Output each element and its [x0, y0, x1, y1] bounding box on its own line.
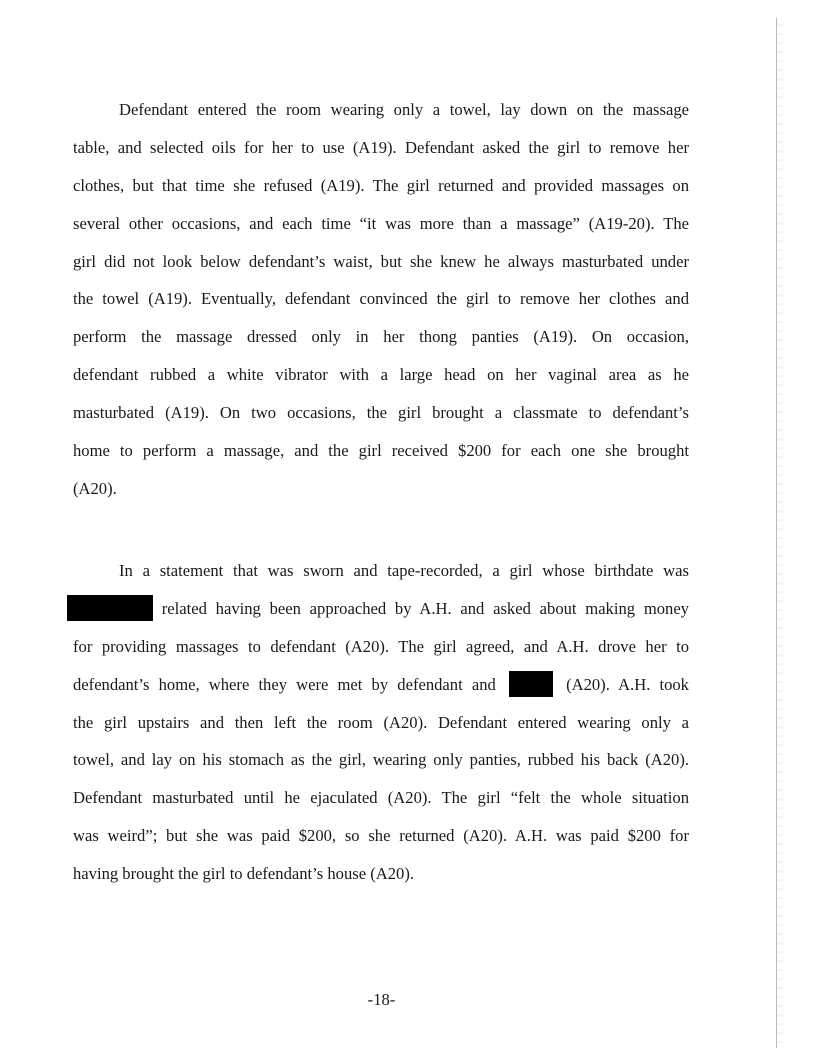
paragraph-line: was weird”; but she was paid $200, so she returned (A20). A.H. was paid $200 for — [73, 826, 689, 846]
page-number: -18- — [367, 990, 396, 1009]
redaction-block — [509, 671, 553, 697]
paragraph-line-redacted-birthdate — [73, 590, 689, 628]
paragraph-line: table, and selected oils for her to use (A19). Defendant asked the girl to remove her — [73, 137, 689, 157]
page-edge-shadow — [776, 18, 783, 1048]
paragraph-line: the girl upstairs and then left the room (A20). Defendant entered wearing only a — [73, 712, 689, 732]
paragraph-2 — [73, 552, 689, 893]
paragraph-line: (A20). — [73, 478, 117, 498]
paragraph-line-fragment: (A20). A.H. took — [566, 674, 689, 694]
paragraph-line: for providing massages to defendant (A20). The girl agreed, and A.H. drove her to — [73, 636, 689, 656]
paragraph-line: clothes, but that time she refused (A19). The girl returned and provided massages on — [73, 175, 689, 195]
redaction-block — [67, 595, 153, 621]
paragraph-line: the towel (A19). Eventually, defendant convinced the girl to remove her clothes and — [73, 289, 689, 309]
paragraph-line: home to perform a massage, and the girl received $200 for each one she brought — [73, 441, 689, 461]
paragraph-line: In a statement that was sworn and tape-recorded, a girl whose birthdate was — [119, 561, 689, 580]
paragraph-line: several other occasions, and each time “it was more than a massage” (A19-20). The — [73, 213, 689, 233]
paragraph-1 — [73, 91, 689, 508]
paragraph-line: Defendant masturbated until he ejaculated (A20). The girl “felt the whole situation — [73, 788, 689, 808]
paragraph-line: having brought the girl to defendant’s house (A20). — [73, 864, 415, 884]
paragraph-line-redacted-name — [73, 666, 689, 704]
paragraph-line: defendant rubbed a white vibrator with a large head on her vaginal area as he — [73, 365, 689, 385]
paragraph-line: girl did not look below defendant’s waist, but she knew he always masturbated under — [73, 251, 689, 271]
paragraph-line-fragment: defendant’s home, where they were met by defendant and — [73, 674, 496, 694]
paragraph-line: perform the massage dressed only in her thong panties (A19). On occasion, — [73, 327, 689, 347]
paragraph-line: masturbated (A19). On two occasions, the girl brought a classmate to defendant’s — [73, 403, 689, 423]
paragraph-line-fragment: related having been approached by A.H. and asked about making money — [161, 598, 689, 618]
paragraph-line: Defendant entered the room wearing only a towel, lay down on the massage — [119, 100, 689, 119]
paragraph-line: towel, and lay on his stomach as the girl, wearing only panties, rubbed his back (A20). — [73, 750, 689, 770]
